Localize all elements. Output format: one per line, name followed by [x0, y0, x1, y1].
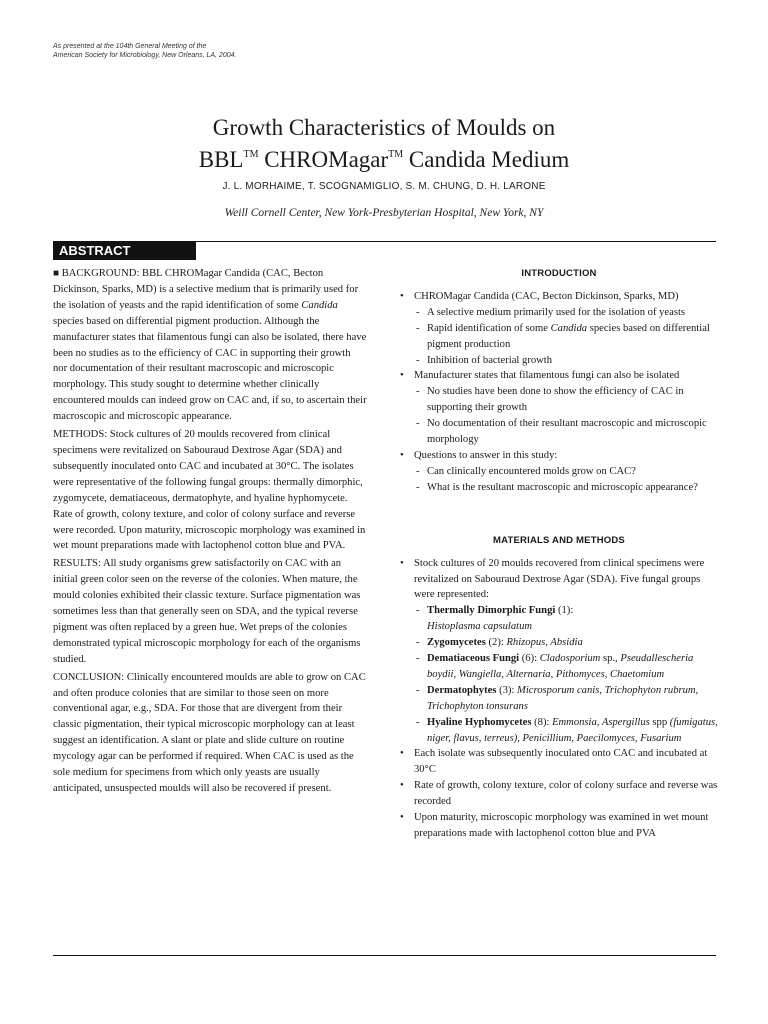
title-line2 [0, 141, 768, 173]
right-column [399, 266, 719, 842]
footer-rule [53, 955, 716, 956]
affiliation: Weill Cornell Center, New York-Presbyterian Hospital, New York, NY [224, 207, 544, 219]
methods-list [399, 556, 719, 842]
list-item: - Zygomycetes (2): Rhizopus, Absidia [414, 635, 719, 651]
introduction-heading: INTRODUCTION [521, 268, 597, 279]
presentation-note-line2: American Society for Microbiology, New Orleans, LA, 2004. [53, 52, 237, 59]
list-item: • Upon maturity, microscopic morphology was examined in wet mount preparations made with lactophenol cotton blue and PVA [399, 810, 719, 842]
list-item: - Dermatophytes (3): Microsporum canis, Trichophyton rubrum, Trichophyton tonsurans [414, 683, 719, 715]
sub-list [414, 603, 719, 746]
list-item: - No documentation of their resultant macroscopic and microscopic morphology [414, 416, 719, 448]
list-item: - Hyaline Hyphomycetes (8): Emmonsia, Aspergillus spp (fumigatus, niger, flavus, terreus), Penicillium, Paecilomyces, Fusarium [414, 715, 719, 747]
title-bbl: BBL [198, 147, 244, 172]
presentation-note-line1: As presented at the 104th General Meeting of the [53, 43, 207, 50]
square-bullet-icon: ■ [53, 268, 60, 279]
presentation-note [53, 42, 237, 60]
abstract-rule [196, 241, 716, 242]
introduction-list [399, 289, 719, 496]
list-item: - Rapid identification of some Candida species based on differential pigment production [414, 321, 719, 353]
sub-list [414, 305, 719, 369]
abstract-header [53, 241, 716, 260]
list-item: • CHROMagar Candida (CAC, Becton Dickinson, Sparks, MD) - A selective medium primarily used for the isolation of yeasts - Rapid identification of some Candida species based on differential pigment production - Inhibition of bacterial growth [399, 289, 719, 369]
list-item: • Rate of growth, colony texture, color of colony surface and reverse was recorded [399, 778, 719, 810]
list-item: - Dematiaceous Fungi (6): Cladosporium sp., Pseudallescheria boydii, Wangiella, Alternaria, Pithomyces, Chaetomium [414, 651, 719, 683]
abstract-results: RESULTS: All study organisms grew satisfactorily on CAC with an initial green color seen on the reverse of the colonies. When mature, the mould colonies exhibited their classic texture. Surface pigmentation was sometimes less than that generally seen on SDA, and the typical reverse pigment was often replaced by a green hue. Wet preps of the colonies demonstrated typical microscopic morphology for each of the organisms studied. [53, 558, 361, 665]
authors: J. L. MORHAIME, T. SCOGNAMIGLIO, S. M. CHUNG, D. H. LARONE [222, 181, 546, 192]
title-line1: Growth Characteristics of Moulds on [212, 115, 556, 140]
title-rest: Candida Medium [403, 147, 570, 172]
abstract-label: ABSTRACT [53, 241, 196, 260]
abstract-methods: METHODS: Stock cultures of 20 moulds recovered from clinical specimens were revitalized on Sabouraud Dextrose Agar (SDA) and subsequently inoculated onto CAC and incubated at 30°C. The isolates were representative of the following fungal groups: thermally dimorphic, zygomycete, dematiaceous, dermatophyte, and hyaline hyphomycete. Rate of growth, colony texture, and color of colony surface and reverse were recorded. Upon maturity, microscopic morphology was examined in wet mount preparations made with lactophenol cotton blue and PVA. [53, 429, 366, 552]
title-chromagar: CHROMagar [258, 147, 389, 172]
sub-list [414, 464, 719, 496]
list-item: - No studies have been done to show the efficiency of CAC in supporting their growth [414, 384, 719, 416]
list-item: • Each isolate was subsequently inoculated onto CAC and incubated at 30°C [399, 746, 719, 778]
list-item: • Manufacturer states that filamentous fungi can also be isolated - No studies have been done to show the efficiency of CAC in supporting their growth - No documentation of their resultant macroscopic and microscopic morphology [399, 368, 719, 448]
sub-list [414, 384, 719, 448]
list-item: - Inhibition of bacterial growth [414, 353, 719, 369]
abstract-background: ■ BACKGROUND: BBL CHROMagar Candida (CAC, Becton Dickinson, Sparks, MD) is a selective medium that is primarily used for the isolation of yeasts and the rapid identification of some Candida species based on differential pigment production. Although the manufacturer states that filamentous fungi can also be isolated, there have been no studies as to the efficiency of CAC in supporting their growth nor documentation of their resultant macroscopic and microscopic morphology. This study sought to determine whether clinically encountered moulds can indeed grow on CAC and, if so, to ascertain their macroscopic and microscopic appearance. [53, 268, 367, 423]
methods-heading: MATERIALS AND METHODS [493, 534, 625, 546]
trademark-mark: TM [388, 149, 404, 160]
paper-title [0, 114, 768, 173]
trademark-mark: TM [243, 149, 259, 160]
list-item: - A selective medium primarily used for the isolation of yeasts [414, 305, 719, 321]
list-item: • Stock cultures of 20 moulds recovered from clinical specimens were revitalized on Sabouraud Dextrose Agar (SDA). Five fungal groups were represented: - Thermally Dimorphic Fungi (1): Histoplasma capsulatum - Zygomycetes (2): Rhizopus, Absidia - Dematiaceous Fungi (6): Cladosporium sp., Pseudallescheria boydii, Wangiella, Alternaria, Pithomyces, Chaetomium - Dermatophytes (3): Microsporum canis, Trichophyton rubrum, Trichophyton tonsurans - Hyaline Hyphomycetes (8): Emmonsia, Aspergillus spp (fumigatus, niger, flavus, terreus), Penicillium, Paecilomyces, Fusarium [399, 556, 719, 747]
abstract-body [53, 266, 367, 799]
list-item: - What is the resultant macroscopic and microscopic appearance? [414, 480, 719, 496]
abstract-conclusion: CONCLUSION: Clinically encountered moulds are able to grow on CAC and often produce colonies that are similar to those seen on more conventional agar, e.g., SDA. For those that are divergent from their classic pigmentation, their typical microscopic morphology can at least suggest an identification. A slant or plate and slide culture on routine mycology agar can be performed if required. When CAC is used as the sole medium for specimens from which only yeasts are usually anticipated, unsuspected moulds will also be recovered if present. [53, 671, 366, 794]
list-item: - Thermally Dimorphic Fungi (1): Histoplasma capsulatum [414, 603, 719, 635]
list-item: - Can clinically encountered molds grow on CAC? [414, 464, 719, 480]
list-item: • Questions to answer in this study: - Can clinically encountered molds grow on CAC? - What is the resultant macroscopic and microscopic appearance? [399, 448, 719, 496]
